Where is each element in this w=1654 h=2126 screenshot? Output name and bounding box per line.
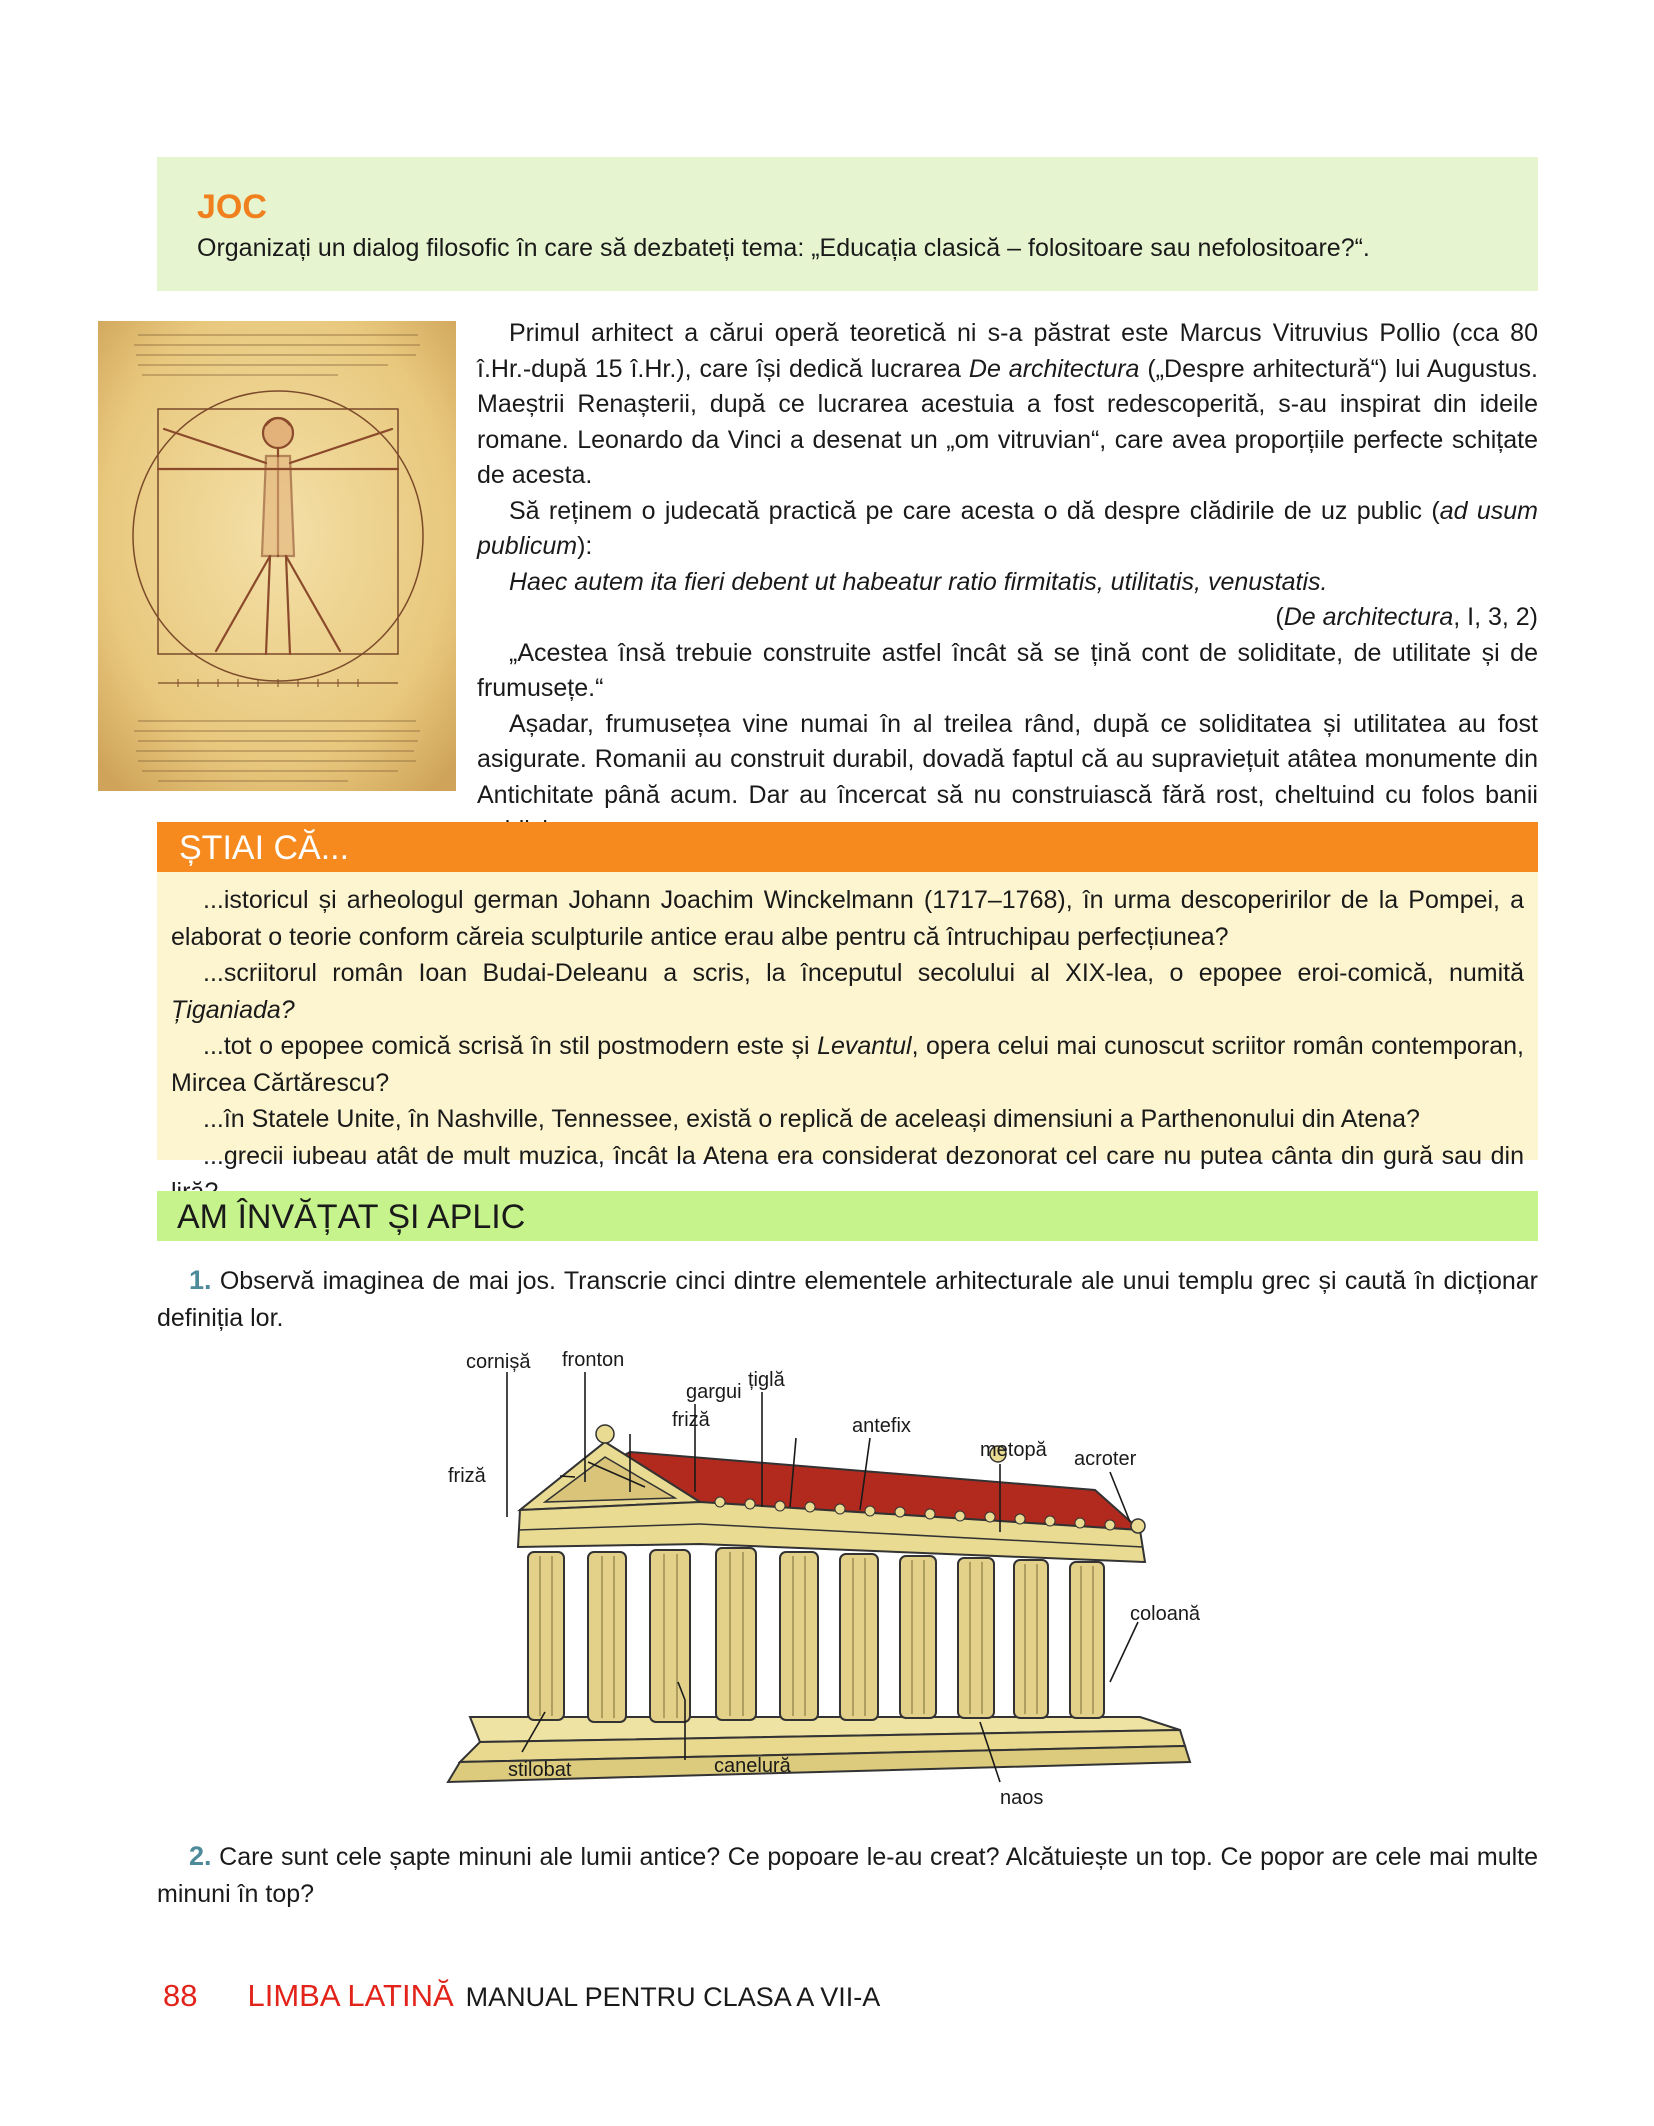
label-antefix: antefix: [852, 1415, 911, 1437]
label-friza-left: friză: [448, 1465, 486, 1487]
intro-paragraph-2: Să reținem o judecată practică pe care acesta o dă despre clădirile de uz public (ad usum publicum):: [477, 496, 1538, 560]
stiai-header: [157, 822, 1538, 872]
label-friza-top: friză: [672, 1409, 710, 1431]
stiai-body: [157, 872, 1538, 1170]
exercise-number: 2.: [189, 1841, 212, 1871]
work-title: De architectura: [968, 354, 1140, 383]
quote-translation: „Acestea însă trebuie construite astfel încât să se țină cont de soliditate, de utilitate și de frumusețe.“: [477, 638, 1538, 702]
fact-1: ...istoricul și arheologul german Johann Joachim Winckelmann (1717–1768), în urma descoperirilor de la Pompei, a elaborat o teorie conform căreia sculpturile antice erau albe pentru că întruchipau perfecțiunea?: [171, 886, 1524, 951]
label-coloana: coloană: [1130, 1603, 1201, 1625]
intro-paragraph-3: Așadar, frumusețea vine numai în al treilea rând, după ce soliditatea și utilitatea au fost asigurate. Romanii au construit durabil, dovadă faptul că au supraviețuit atâtea monumente din Antichitate până acum. Dar au încercat să nu construiască fără rost, cheltuind cu folos banii: [477, 709, 1538, 809]
joc-box: [157, 157, 1538, 291]
label-cornisa: cornișă: [466, 1351, 531, 1373]
stiai-title: ȘTIAI CĂ...: [179, 829, 350, 867]
learned-header: [157, 1191, 1538, 1241]
intro-text: [477, 316, 1538, 849]
label-acroter: acroter: [1074, 1448, 1137, 1470]
fact-4: ...în Statele Unite, în Nashville, Tennessee, există o replică de aceleași dimensiuni a Parthenonului din Atena?: [203, 1105, 1420, 1133]
temple-diagram: [440, 1342, 1220, 1832]
page-number: 88: [163, 1978, 198, 2013]
learned-title: AM ÎNVĂȚAT ȘI APLIC: [177, 1198, 526, 1236]
exercise-number: 1.: [189, 1265, 212, 1295]
latin-quote: Haec autem ita fieri debent ut habeatur ratio firmitatis, utilitatis, venustatis.: [509, 567, 1328, 596]
label-stilobat: stilobat: [508, 1759, 572, 1781]
label-fronton: fronton: [562, 1349, 625, 1371]
label-tigla: țiglă: [748, 1369, 785, 1391]
latin-phrase: ad usum publicum: [477, 496, 1538, 560]
label-metopa: metopă: [980, 1439, 1047, 1461]
fact-5: ...grecii iubeau atât de mult muzica, încât la Atena era considerat dezonorat cel care nu putea cânta din gură sau din: [203, 1141, 1524, 1170]
fact-2: ...scriitorul român Ioan Budai-Deleanu a scris, la începutul secolului al XIX-lea, o epopee eroi-comică, numită Țiganiada?: [171, 959, 1524, 1024]
joc-text: Organizați un dialog filosofic în care să dezbateți tema: „Educația clasică – folositoare sau nefolositoare?“.: [197, 234, 1370, 262]
joc-title: JOC: [197, 188, 267, 226]
label-naos: naos: [1000, 1787, 1044, 1809]
exercise-1: 1. Observă imaginea de mai jos. Transcrie cinci dintre elementele arhitecturale ale unui templu grec și caută în dicționar definiția lor.: [157, 1265, 1538, 1332]
intro-paragraph-1: Primul arhitect a cărui operă teoretică ni s-a păstrat este Marcus Vitruvius Pollio (cca 80 î.Hr.-după 15 î.Hr.), care își dedică lucrarea De architectura („Despre arhitectură“) lui Augustus. Maeștrii Renașterii, după ce lucrarea acestuia a fost redescoperită, s-au inspirat din ideile romane. Leonardo da Vinci a desenat un „om vitruvian“, care avea proporțiile perfecte schițate de acesta.: [477, 319, 1539, 489]
page-footer: [163, 1978, 880, 2018]
subject-title: LIMBA LATINĂ: [247, 1978, 454, 2013]
citation: (De architectura, I, 3, 2): [1275, 603, 1538, 631]
vitruvian-man-image: [98, 321, 456, 791]
label-canelura: canelură: [714, 1755, 791, 1777]
fact-3: ...tot o epopee comică scrisă în stil postmodern este și Levantul, opera celui mai cunoscut scriitor român contemporan, Mircea Cărtărescu?: [171, 1032, 1525, 1097]
label-gargui: gargui: [686, 1381, 742, 1403]
manual-title: MANUAL PENTRU CLASA A VII-A: [465, 1982, 881, 2012]
exercise-2: 2. Care sunt cele șapte minuni ale lumii antice? Ce popoare le-au creat? Alcătuiește un top. Ce popor are cele mai multe minuni în top?: [157, 1841, 1538, 1908]
